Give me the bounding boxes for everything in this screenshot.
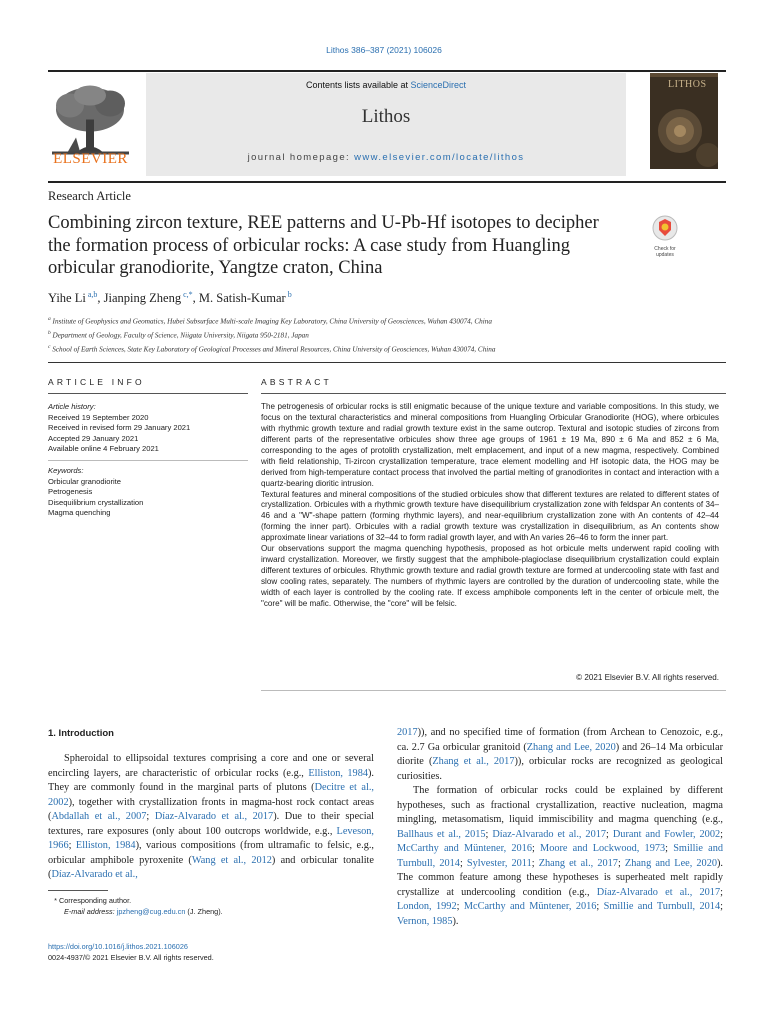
citation-link[interactable]: Smillie and Turnbull, 2014 (603, 901, 721, 912)
keywords-rule (48, 460, 248, 461)
affiliations-rule (48, 362, 726, 363)
article-info-heading: ARTICLE INFO (48, 377, 145, 387)
citation-link[interactable]: Sylvester, 2011 (466, 857, 532, 869)
header-bottom-rule (48, 181, 726, 183)
history-online: Available online 4 February 2021 (48, 444, 159, 453)
affiliations (48, 314, 495, 356)
introduction-paragraph-2 (397, 784, 723, 929)
citation-link[interactable]: Elliston, 1984 (308, 767, 368, 779)
doi-block (48, 941, 214, 963)
body-text: )), orbicular rocks are recognized as geological curiosities. (397, 756, 723, 782)
author-list (48, 290, 292, 306)
citation-link[interactable]: Zhang et al., 2017 (432, 756, 515, 767)
keywords-label: Keywords: (48, 466, 84, 475)
history-received: Received 19 September 2020 (48, 412, 149, 422)
sciencedirect-link[interactable]: ScienceDirect (410, 80, 467, 90)
affiliation-text: Department of Geology, Faculty of Science, Niigata University, Niigata 950-2181, Japan (52, 331, 309, 340)
body-text: ; (485, 828, 493, 840)
footnote-rule (48, 890, 108, 891)
affiliation-text: School of Earth Sciences, State Key Laboratory of Geological Processes and Mineral Resources, China University of Geosciences, Wuhan 430074, China (52, 345, 496, 354)
body-text: ). (452, 915, 459, 927)
body-text: ), together with crystallization fronts in magma-host rock contact areas ( (48, 796, 374, 822)
affiliation-mark: c (48, 343, 51, 350)
abstract-rule (261, 393, 726, 394)
email-link[interactable]: jpzheng@cug.edu.cn (116, 907, 186, 916)
corresponding-author-note: * Corresponding author. (48, 896, 132, 905)
body-text: ; (720, 828, 723, 840)
introduction-left-column (48, 752, 374, 883)
citation-link[interactable]: London, 1992 (397, 901, 457, 912)
introduction-paragraph-1-continued (397, 726, 723, 784)
contents-line (146, 80, 626, 90)
author-3-affil[interactable]: b (285, 290, 292, 299)
abstract-body (261, 402, 719, 610)
citation-link[interactable]: McCarthy and Müntener, 2016 (397, 843, 532, 854)
keywords (48, 466, 248, 519)
check-updates-icon (645, 214, 685, 242)
abstract-paragraph-3: Our observations support the magma quenching hypothesis, proposed as hot orbicule melts underwent rapid cooling with inward crystallization. Moreover, we firstly suggest that the amphibole-plagioclase disequilibrium crystallization could explain different textures of orbicules. Rhythmic growth texture and radial growth texture are formed at undercooling state with fast and slow cooling rates, separately. The numbers of rhythmic layers are controlled by the duration of undercooling state, while the width of each layer is controlled by the cooling rate. If excess amphibole components left in the center of orbicule melt, the "core" will be mafic. Otherwise, the "core" will be felsic. (261, 544, 719, 608)
citation-link[interactable]: Díaz-Alvarado et al., 2017 (492, 828, 607, 840)
header-top-rule (48, 70, 726, 72)
author-2[interactable] (97, 291, 192, 305)
affiliation-b (48, 328, 495, 342)
body-text: ). Due to their special textures, rare exposures (only about 100 outcrops worldwide, e.g., (48, 811, 374, 837)
citation-link[interactable]: McCarthy and Müntener, 2016 (463, 901, 597, 912)
author-3-name: , M. Satish-Kumar (192, 291, 286, 306)
affiliation-mark: b (48, 329, 51, 336)
email-label: E-mail address: (64, 907, 117, 916)
journal-citation[interactable]: Lithos 386–387 (2021) 106026 (326, 45, 442, 55)
citation-link[interactable]: Zhang and Lee, 2020 (624, 857, 717, 869)
footnote (48, 895, 223, 917)
author-1-name: Yihe Li (48, 291, 86, 306)
history-accepted: Accepted 29 January 2021 (48, 433, 139, 443)
body-text: )), and no specified time of formation (from Archean to Cenozoic, e.g., ca. 2.7 Ga orbicular granitoid ( (397, 727, 723, 753)
body-text: ; (720, 901, 723, 912)
citation-link[interactable]: Díaz-Alvarado et al., 2017 (596, 886, 721, 898)
citation-link[interactable]: Durant and Fowler, 2002 (612, 828, 721, 840)
abstract-paragraph-1: The petrogenesis of orbicular rocks is still enigmatic because of the unique texture and variable compositions. In this study, we focus on the textural characteristics and mineral compositions from Huangling Orbicular Granodiorite (HOG), where orbicules with rhythmic growth texture and radial growth texture exist in the same outcrop. Textural and isotopic studies of zircons from different parts of the representative orbicules show three age groups of 1961 ± 19 Ma, 890 ± 6 Ma and 852 ± 6 Ma, corresponding to the ages of protolith crystallization, melt emplacement, and input of a new magma, respectively. Combined with field relationship, Ti-zircon crystallization temperature, trace element modelling and Hf isotopic data, the HOG may be derived from high-temperature contact process that involved the partial melting of granodiorites in contact and interaction with a quartz-bearing dioritic intrusion. (261, 402, 719, 488)
affiliation-text: Institute of Geophysics and Geomatics, Hubei Subsurface Multi-scale Imaging Key Laboratory, China University of Geosciences, Wuhan 430074, China (52, 317, 492, 326)
contents-prefix: Contents lists available at (305, 80, 411, 90)
abstract-paragraph-2: Textural features and mineral compositions of the studied orbicules show that different textures are related to different states of crystallization. Orbicules with a rhythmic growth texture have disequilibrium crystallization zone with feldspar An contents of 34–46 and a "W"-shape pattern (forming rhythmic layers), and near-equilibrium crystallization zone with An contents of 42–44 (forming the inner part). Orbicules with a radial growth texture was crystallization in disequilibrium, as An contents show approximate linear variations of 32–44 to form radial growth layer, and with An varies 26–46 to form the inner part. (261, 489, 719, 543)
citation-link[interactable]: Smillie and Turnbull, 2014 (397, 843, 724, 869)
body-text: ) and orbicular tonalite ( (48, 854, 374, 880)
author-1[interactable] (48, 291, 97, 305)
citation-link[interactable]: 2017 (397, 727, 418, 738)
check-for-updates-badge[interactable] (645, 214, 685, 258)
body-text: Spheroidal to ellipsoidal textures comprising a core and one or several encircling layers, are characteristic of orbicular rocks (e.g., (48, 753, 374, 779)
citation-link[interactable]: Zhang et al., 2017 (538, 857, 618, 869)
article-history (48, 402, 248, 455)
body-text: ; (665, 843, 674, 854)
elsevier-wordmark: ELSEVIER (53, 151, 128, 167)
body-text: ; (68, 840, 76, 851)
check-updates-line-1: Check for (654, 246, 676, 252)
affiliation-mark: a (48, 316, 51, 322)
citation-link[interactable]: Elliston, 1984 (75, 840, 136, 851)
keyword-item: Petrogenesis (48, 487, 93, 496)
check-updates-line-2: updates (656, 251, 674, 258)
journal-name: Lithos (361, 106, 411, 127)
author-2-name: , Jianping Zheng (97, 291, 182, 306)
affiliation-a (48, 314, 495, 328)
author-2-affil[interactable]: c,* (181, 290, 193, 299)
body-text: ; (531, 857, 539, 869)
abstract-end-rule (261, 690, 726, 691)
author-1-affil[interactable]: a,b (85, 290, 98, 299)
homepage-link[interactable]: www.elsevier.com/locate/lithos (354, 152, 525, 163)
email-suffix: (J. Zheng). (185, 907, 223, 916)
citation-link[interactable]: Díaz-Alvarado et al., (51, 869, 138, 880)
introduction-right-column (397, 726, 723, 929)
abstract-copyright: © 2021 Elsevier B.V. All rights reserved. (576, 673, 719, 682)
body-text: ; (617, 857, 625, 869)
affiliation-c (48, 342, 495, 356)
journal-cover-image (650, 73, 718, 169)
check-updates-text (645, 247, 685, 258)
article-type: Research Article (48, 189, 131, 203)
body-text: The formation of orbicular rocks could be explained by different hypotheses, such as fractional crystallization, reactive nucleation, magma mingling, metasomatism, liquid immiscibility and magma quenching (e.g., (397, 785, 723, 825)
issn-line: 0024-4937/© 2021 Elsevier B.V. All rights reserved. (48, 953, 214, 962)
body-text: ; (596, 901, 604, 912)
keyword-item: Magma quenching (48, 508, 111, 517)
body-text: ; (146, 811, 155, 822)
article-title: Combining zircon texture, REE patterns and U-Pb-Hf isotopes to decipher the formation process of orbicular rocks: A case study from Huangling orbicular granodiorite, Yangtze craton, China (48, 213, 599, 278)
introduction-heading: 1. Introduction (48, 728, 114, 739)
citation-link[interactable]: Zhang and Lee, 2020 (526, 741, 616, 753)
body-text: ), various compositions (from ultramafic to felsic, e.g., orbicular amphibole pyroxenite ( (48, 840, 374, 866)
citation-link[interactable]: Ballhaus et al., 2015 (397, 828, 486, 840)
body-text: ; (720, 886, 723, 898)
body-text: ) and 26–14 Ma orbicular diorite ( (397, 741, 724, 767)
body-text: ; (606, 828, 613, 840)
keyword-item: Disequilibrium crystallization (48, 497, 144, 507)
journal-homepage (146, 152, 626, 163)
body-text: ; (459, 857, 467, 869)
article-info-rule (48, 393, 248, 394)
introduction-paragraph-1 (48, 752, 374, 883)
keyword-item: Orbicular granodiorite (48, 476, 122, 486)
author-3[interactable] (193, 291, 292, 305)
citation-link[interactable]: Abdallah et al., 2007 (51, 811, 147, 822)
corresponding-author-text: Corresponding author. (58, 896, 132, 905)
body-text: ). The common feature among these hypotheses is superheated melt rapidly crystallize at undercooling condition (e.g., (397, 857, 724, 898)
body-text: ). They are commonly found in the marginal parts of plutons ( (48, 767, 375, 793)
abstract-heading: ABSTRACT (261, 377, 332, 387)
history-revised: Received in revised form 29 January 2021 (48, 423, 191, 432)
citation-link[interactable]: Leveson, 1966 (48, 825, 374, 851)
body-text: ; (456, 901, 464, 912)
cover-title: LITHOS (668, 79, 707, 90)
history-label: Article history: (48, 402, 96, 411)
body-text: ; (531, 843, 541, 854)
citation-link[interactable]: Díaz-Alvarado et al., 2017 (154, 811, 274, 822)
citation-link[interactable]: Vernon, 1985 (397, 915, 453, 927)
citation-link[interactable]: Decitre et al., 2002 (48, 782, 374, 808)
doi-link[interactable]: https://doi.org/10.1016/j.lithos.2021.106026 (48, 942, 188, 951)
homepage-label: journal homepage: (247, 152, 355, 163)
citation-link[interactable]: Wang et al., 2012 (191, 854, 272, 866)
email-note (48, 906, 223, 917)
citation-link[interactable]: Moore and Lockwood, 1973 (540, 843, 666, 854)
